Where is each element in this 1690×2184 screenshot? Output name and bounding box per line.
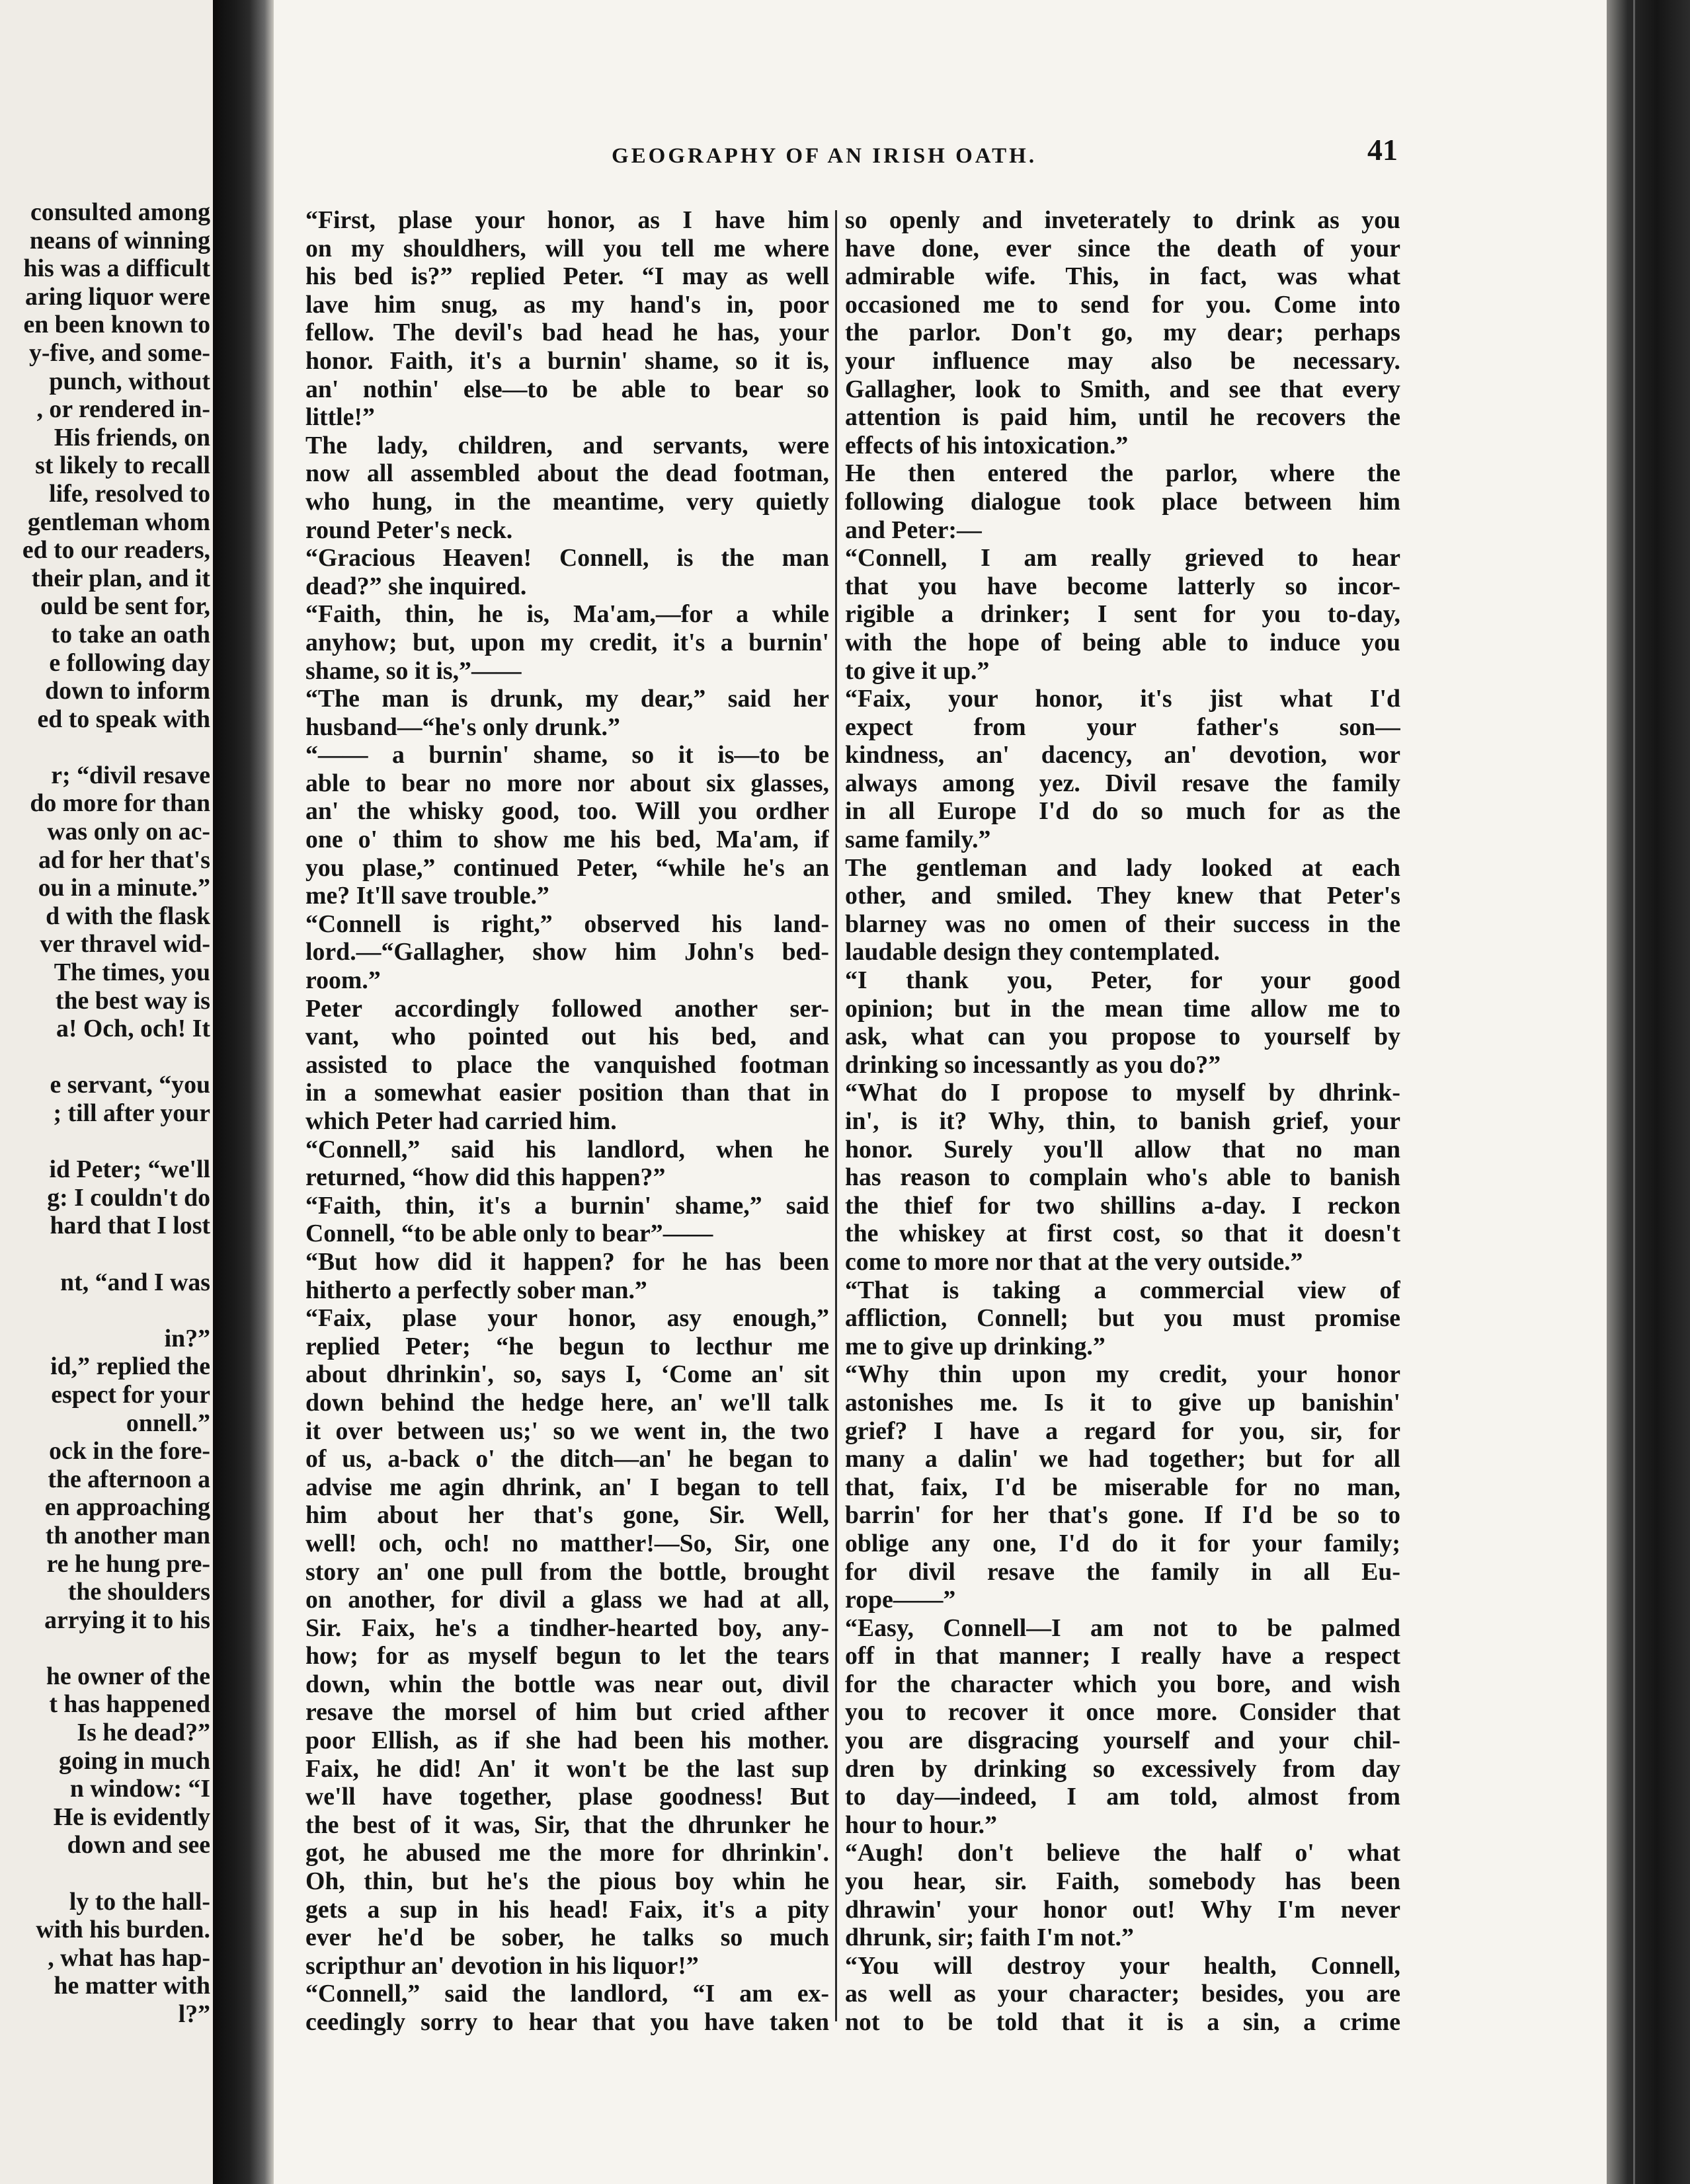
text-line: en approaching (44, 1493, 210, 1522)
text-line: rigible a drinker; I sent for you to-day, (845, 600, 1400, 629)
text-line: ad for her that's (38, 845, 210, 874)
text-line: rope——” (845, 1586, 956, 1614)
text-line: one o' thim to show me his bed, Ma'am, if (305, 826, 829, 854)
text-line: well! och, och! no matther!—So, Sir, one (305, 1529, 829, 1557)
text-line: “—— a burnin' shame, so it is—to be (305, 741, 829, 769)
text-line: blarney was no omen of their success in the (845, 910, 1400, 938)
text-line: The lady, children, and servants, were (305, 431, 829, 459)
text-line: , what has hap- (48, 1943, 210, 1972)
text-line: honor. Surely you'll allow that no man (845, 1135, 1400, 1163)
text-line: ed to our readers, (22, 536, 210, 565)
text-line: for divil resave the family in all Eu- (845, 1557, 1400, 1586)
text-line: dhrunk, sir; faith I'm not.” (845, 1924, 1134, 1952)
text-line: many a dalin' we had together; but for all (845, 1445, 1400, 1473)
text-line: grief? I have a regard for you, sir, for (845, 1417, 1400, 1445)
text-line: Peter accordingly followed another ser- (305, 994, 829, 1023)
text-column-right (845, 206, 1400, 2037)
text-line: about dhrinkin', so, says I, ‘Come an' sit (305, 1360, 829, 1389)
text-line (0, 1859, 210, 1888)
column-rule (835, 210, 837, 2021)
text-line: affliction, Connell; but you must promise (845, 1304, 1400, 1333)
text-line: the shoulders (67, 1578, 210, 1606)
text-line: , or rendered in- (36, 395, 210, 424)
text-line: on my shouldhers, will you tell me where (305, 234, 829, 262)
text-line: you are disgracing yourself and your chil- (845, 1727, 1400, 1755)
text-line: re he hung pre- (46, 1549, 210, 1578)
text-line: ever he'd be sober, he talks so much (305, 1924, 829, 1952)
text-line: opinion; but in the mean time allow me to (845, 994, 1400, 1023)
text-line: ceedingly sorry to hear that you have taken (305, 2008, 829, 2036)
text-line: His friends, on (54, 423, 210, 451)
text-line: replied Peter; “he begun to lecthur me (305, 1332, 829, 1360)
text-line: off in that manner; I really have a respect (845, 1642, 1400, 1670)
text-line: in all Europe I'd do so much for as the (845, 797, 1400, 826)
text-line: en been known to (23, 311, 210, 339)
text-line: got, he abused me the more for dhrinkin'. (305, 1839, 829, 1867)
text-line: story an' one pull from the bottle, brought (305, 1557, 829, 1586)
text-line: down to inform (45, 677, 210, 705)
text-line: drinking so incessantly as you do?” (845, 1050, 1221, 1079)
text-line: you to recover it once more. Consider that (845, 1698, 1400, 1727)
text-line: “Faix, plase your honor, asy enough,” (305, 1304, 829, 1333)
text-line: “Connell,” said the landlord, “I am ex- (305, 1980, 829, 2008)
text-line: oblige any one, I'd do it for your family; (845, 1529, 1400, 1557)
text-line: poor Ellish, as if she had been his mother. (305, 1727, 829, 1755)
text-line: with his burden. (36, 1916, 210, 1944)
text-line: who hung, in the meantime, very quietly (305, 487, 829, 516)
text-line: able to bear no more nor about six glasses, (305, 769, 829, 797)
text-line: ou in a minute.” (38, 874, 210, 902)
text-line: for the character which you bore, and wish (845, 1670, 1400, 1698)
text-line: the thief for two shillins a-day. I reckon (845, 1191, 1400, 1220)
text-line: st likely to recall (35, 451, 210, 480)
text-line: The times, you (54, 958, 210, 987)
text-line: “Gracious Heaven! Connell, is the man (305, 544, 829, 572)
text-line: expect from your father's son— (845, 713, 1400, 741)
text-line: the best of it was, Sir, that the dhrunker he (305, 1811, 829, 1839)
facing-page-text (0, 198, 210, 2029)
text-line: down, whin the bottle was near out, divil (305, 1670, 829, 1698)
text-line: vant, who pointed out his bed, and (305, 1023, 829, 1051)
text-line: th another man (45, 1521, 210, 1549)
text-line: He then entered the parlor, where the (845, 459, 1400, 488)
text-line: his was a difficult (23, 254, 210, 283)
text-line: round Peter's neck. (305, 516, 513, 544)
text-line: has reason to complain who's able to banish (845, 1163, 1400, 1192)
page-number: 41 (1367, 133, 1398, 167)
text-line: arrying it to his (44, 1606, 210, 1634)
text-line: e servant, “you (50, 1071, 210, 1099)
text-line: “First, plase your honor, as I have him (305, 206, 829, 234)
text-line: which Peter had carried him. (305, 1107, 617, 1135)
text-line: the best way is (55, 986, 210, 1015)
text-line: the afternoon a (48, 1465, 210, 1493)
text-line: life, resolved to (49, 479, 210, 508)
text-line: “Faith, thin, he is, Ma'am,—for a while (305, 600, 829, 629)
text-line: advise me agin dhrink, an' I began to tell (305, 1473, 829, 1501)
text-line: “Connell, I am really grieved to hear (845, 544, 1400, 572)
text-line: t has happened (49, 1690, 210, 1719)
book-cover-edge (1607, 0, 1690, 2184)
text-line: hard that I lost (50, 1212, 210, 1240)
text-line: an' the whisky good, too. Will you ordher (305, 797, 829, 826)
text-line: gets a sup in his head! Faix, it's a pity (305, 1895, 829, 1924)
text-line: he owner of the (46, 1662, 210, 1690)
text-line: ould be sent for, (40, 592, 210, 621)
text-line: on another, for divil a glass we had at all, (305, 1586, 829, 1614)
text-line: and Peter:— (845, 516, 982, 544)
text-line: husband—“he's only drunk.” (305, 713, 620, 741)
text-line: little!” (305, 403, 375, 432)
running-head: GEOGRAPHY OF AN IRISH OATH. (612, 144, 1037, 168)
text-line: have done, ever since the death of your (845, 234, 1400, 262)
text-line: honor. Faith, it's a burnin' shame, so it is, (305, 346, 829, 375)
text-line: fellow. The devil's bad head he has, your (305, 319, 829, 347)
text-line: laudable design they contemplated. (845, 938, 1220, 966)
text-line: following dialogue took place between him (845, 487, 1400, 516)
text-line: you hear, sir. Faith, somebody has been (845, 1867, 1400, 1896)
text-line: nt, “and I was (60, 1268, 210, 1296)
text-line: down and see (67, 1831, 210, 1859)
text-line: admirable wife. This, in fact, was what (845, 262, 1400, 291)
text-line: id,” replied the (50, 1352, 210, 1381)
text-line: l?” (178, 2000, 210, 2028)
text-line: so openly and inveterately to drink as you (845, 206, 1400, 234)
text-line: ; till after your (53, 1099, 210, 1127)
text-line: gentleman whom (27, 508, 210, 536)
text-line: an' nothin' else—to be able to bear so (305, 375, 829, 403)
text-line: y-five, and some- (29, 338, 210, 367)
text-line: kindness, an' dacency, an' devotion, wor (845, 741, 1400, 769)
text-line: with the hope of being able to induce you (845, 628, 1400, 656)
text-line: The gentleman and lady looked at each (845, 853, 1400, 882)
text-line: we'll have together, plase goodness! But (305, 1783, 829, 1811)
text-line: aring liquor were (25, 282, 210, 311)
text-line: do more for than (30, 789, 210, 818)
text-line: “Faith, thin, it's a burnin' shame,” said (305, 1191, 829, 1220)
text-line: astonishes me. Is it to give up banishin' (845, 1388, 1400, 1417)
text-line: returned, “how did this happen?” (305, 1163, 666, 1192)
text-line (0, 1296, 210, 1325)
text-line: now all assembled about the dead footman, (305, 459, 829, 488)
text-line: you plase,” continued Peter, “while he's an (305, 853, 829, 882)
text-line: occasioned me to send for you. Come into (845, 290, 1400, 319)
text-line: in', is it? Why, thin, to banish grief, your (845, 1107, 1400, 1135)
text-line: “Why thin upon my credit, your honor (845, 1360, 1400, 1389)
book-gutter (213, 0, 274, 2184)
text-line: dhrawin' your honor out! Why I'm never (845, 1895, 1400, 1924)
text-line: in?” (164, 1324, 210, 1352)
text-line: was only on ac- (47, 818, 210, 846)
text-line: dead?” she inquired. (305, 572, 527, 600)
text-line: Faix, he did! An' it won't be the last sup (305, 1754, 829, 1783)
text-line: going in much (59, 1746, 210, 1775)
text-line (0, 1128, 210, 1156)
text-line: hour to hour.” (845, 1811, 998, 1839)
text-line: down behind the hedge here, an' we'll talk (305, 1388, 829, 1417)
text-line: n window: “I (69, 1775, 210, 1803)
text-line: e following day (49, 648, 210, 677)
text-line: He is evidently (53, 1803, 210, 1831)
text-column-left (305, 206, 829, 2037)
text-line: ask, what can you propose to yourself by (845, 1023, 1400, 1051)
text-line: not to be told that it is a sin, a crime (845, 2008, 1400, 2036)
text-line: anyhow; but, upon my credit, it's a burnin' (305, 628, 829, 656)
text-line (0, 733, 210, 761)
text-line: that you have become latterly so incor- (845, 572, 1400, 600)
text-line: “The man is drunk, my dear,” said her (305, 685, 829, 713)
text-line: hitherto a perfectly sober man.” (305, 1276, 647, 1304)
text-line (0, 1043, 210, 1072)
text-line: “I thank you, Peter, for your good (845, 966, 1400, 995)
text-line: your influence may also be necessary. (845, 346, 1400, 375)
text-line: “Connell,” said his landlord, when he (305, 1135, 829, 1163)
text-line: lord.—“Gallagher, show him John's bed- (305, 938, 829, 966)
text-line: r; “divil resave (51, 761, 210, 789)
text-line: “You will destroy your health, Connell, (845, 1951, 1400, 1980)
text-line: in a somewhat easier position than that in (305, 1079, 829, 1107)
facing-page-fragment (0, 0, 213, 2184)
text-line (0, 1240, 210, 1268)
text-line: as well as your character; besides, you are (845, 1980, 1400, 2008)
text-line: espect for your (51, 1380, 210, 1409)
text-line: id Peter; “we'll (49, 1155, 210, 1184)
text-line: Sir. Faix, he's a tindher-hearted boy, any- (305, 1614, 829, 1642)
text-line: his bed is?” replied Peter. “I may as well (305, 262, 829, 291)
text-line: their plan, and it (31, 564, 210, 592)
text-line: come to more nor that at the very outside.” (845, 1247, 1303, 1276)
text-line: it over between us;' so we went in, the two (305, 1417, 829, 1445)
text-line: assisted to place the vanquished footman (305, 1050, 829, 1079)
text-line: to day—indeed, I am told, almost from (845, 1783, 1400, 1811)
text-line: other, and smiled. They knew that Peter's (845, 882, 1400, 910)
text-line: same family.” (845, 826, 991, 854)
text-line: dren by drinking so excessively from day (845, 1754, 1400, 1783)
text-line: consulted among (30, 198, 210, 226)
text-line: the parlor. Don't go, my dear; perhaps (845, 319, 1400, 347)
text-line: always among yez. Divil resave the family (845, 769, 1400, 797)
text-line: to give it up.” (845, 656, 990, 685)
text-line: he matter with (54, 1972, 210, 2000)
text-line: “Connell is right,” observed his land- (305, 910, 829, 938)
text-line: “But how did it happen? for he has been (305, 1247, 829, 1276)
text-line: shame, so it is,”—— (305, 656, 522, 685)
text-line: me? It'll save trouble.” (305, 882, 549, 910)
text-line: “What do I propose to myself by dhrink- (845, 1079, 1400, 1107)
text-line: a! Och, och! It (56, 1015, 210, 1043)
text-line: “Augh! don't believe the half o' what (845, 1839, 1400, 1867)
text-line: effects of his intoxication.” (845, 431, 1129, 459)
text-line: me to give up drinking.” (845, 1332, 1106, 1360)
text-line: Oh, thin, but he's the pious boy whin he (305, 1867, 829, 1896)
text-line: attention is paid him, until he recovers the (845, 403, 1400, 432)
text-line: the whiskey at first cost, so that it doesn't (845, 1220, 1400, 1248)
text-line: resave the morsel of him but cried afther (305, 1698, 829, 1727)
text-line: neans of winning (29, 226, 210, 254)
text-line: ed to speak with (37, 705, 210, 733)
text-line: d with the flask (46, 902, 210, 930)
text-line: ver thravel wid- (40, 930, 210, 958)
text-line: barrin' for her that's gone. If I'd be so to (845, 1501, 1400, 1530)
text-line: “Faix, your honor, it's jist what I'd (845, 685, 1400, 713)
text-line: Gallagher, look to Smith, and see that every (845, 375, 1400, 403)
text-line: to take an oath (51, 620, 210, 648)
text-line: Is he dead?” (77, 1719, 210, 1747)
text-line: punch, without (49, 367, 210, 395)
text-line: how; for as myself begun to let the tears (305, 1642, 829, 1670)
text-line: “Easy, Connell—I am not to be palmed (845, 1614, 1400, 1642)
text-line: lave him snug, as my hand's in, poor (305, 290, 829, 319)
text-line: room.” (305, 966, 381, 995)
text-line: Connell, “to be able only to bear”—— (305, 1220, 713, 1248)
text-line: that, faix, I'd be miserable for no man, (845, 1473, 1400, 1501)
text-line: ock in the fore- (49, 1437, 210, 1465)
text-line: “That is taking a commercial view of (845, 1276, 1400, 1304)
text-line: ly to the hall- (69, 1887, 210, 1916)
text-line: him about her that's gone, Sir. Well, (305, 1501, 829, 1530)
text-line: onnell.” (126, 1409, 210, 1437)
text-line: g: I couldn't do (47, 1183, 210, 1212)
text-line: of us, a-back o' the ditch—an' he began to (305, 1445, 829, 1473)
text-line: scripthur an' devotion in his liquor!” (305, 1951, 699, 1980)
text-line (0, 1634, 210, 1662)
